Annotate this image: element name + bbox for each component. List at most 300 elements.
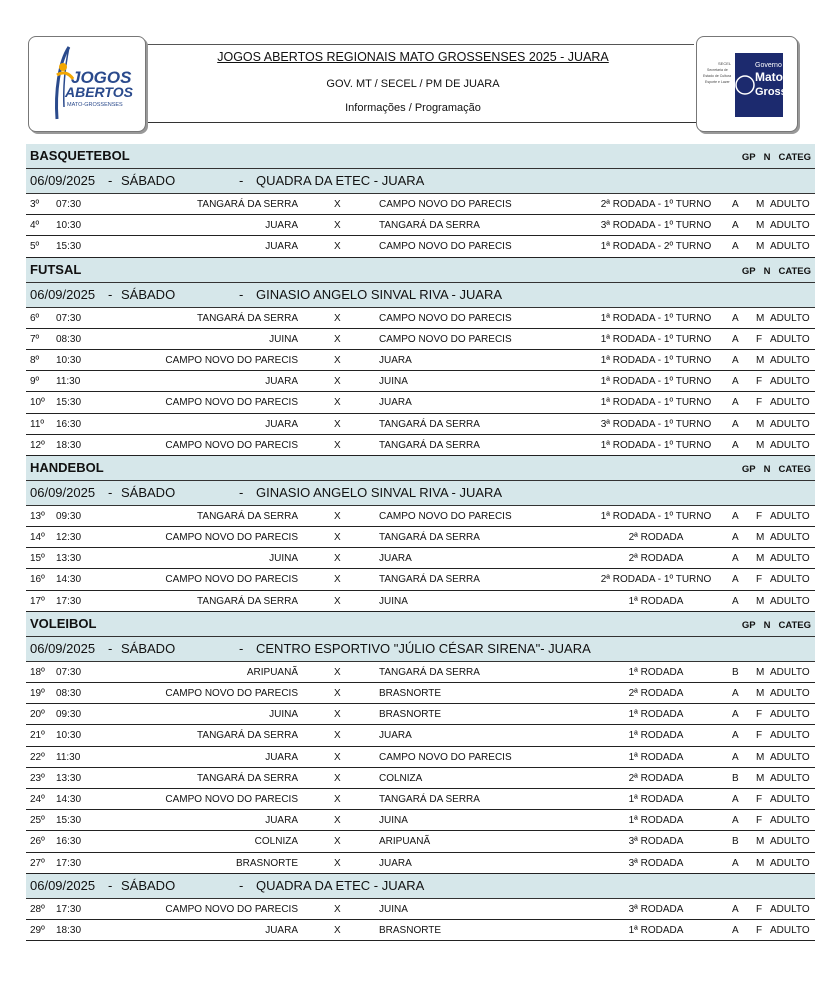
game-time: 18:30 (56, 439, 82, 451)
round: 1ª RODADA (628, 666, 684, 678)
versus: X (334, 730, 341, 742)
game-number: 11º (30, 418, 45, 430)
home-team: TANGARÁ DA SERRA (197, 312, 298, 324)
group: A (732, 730, 739, 742)
round: 3ª RODADA (628, 836, 684, 848)
game-number: 15º (30, 553, 45, 565)
versus: X (334, 666, 341, 678)
game-row (26, 548, 815, 569)
versus: X (334, 595, 341, 607)
date-separator: - (108, 877, 113, 893)
group: A (732, 397, 739, 409)
group: A (732, 903, 739, 915)
gender: M (756, 772, 765, 784)
away-team: CAMPO NOVO DO PARECIS (379, 333, 512, 345)
group: A (732, 220, 739, 232)
group: A (732, 376, 739, 388)
away-team: BRASNORTE (379, 688, 442, 699)
game-row (26, 329, 815, 350)
round: 1ª RODADA - 1º TURNO (600, 397, 712, 409)
category: ADULTO (770, 924, 810, 936)
category: ADULTO (770, 333, 810, 345)
round: 1ª RODADA (628, 815, 684, 827)
away-team: CAMPO NOVO DO PARECIS (379, 751, 512, 763)
away-team: BRASNORTE (379, 709, 442, 721)
home-team: JUARA (265, 241, 298, 253)
date-separator: - (108, 286, 113, 302)
game-time: 07:30 (56, 312, 82, 324)
sport-header (26, 258, 815, 283)
game-row (26, 308, 815, 329)
game-time: 15:30 (56, 815, 82, 827)
gender: M (756, 666, 765, 678)
gender: F (756, 730, 763, 742)
header-divider-bottom (46, 122, 784, 123)
game-number: 5º (30, 241, 40, 253)
versus: X (334, 241, 341, 253)
home-team: JUINA (269, 333, 298, 345)
game-row (26, 704, 815, 725)
category: ADULTO (770, 553, 810, 565)
versus: X (334, 333, 341, 345)
game-time: 18:30 (56, 924, 82, 936)
game-number: 29º (30, 924, 45, 936)
gender: M (756, 836, 765, 848)
category: ADULTO (770, 751, 810, 763)
game-row (26, 392, 815, 413)
group: A (732, 751, 739, 763)
round: 1ª RODADA - 1º TURNO (600, 376, 712, 388)
home-team: CAMPO NOVO DO PARECIS (165, 688, 298, 699)
away-team: TANGARÁ DA SERRA (379, 532, 480, 544)
game-number: 7º (30, 333, 40, 345)
schedule-table (26, 144, 815, 941)
sport-name: VOLEIBOL (30, 615, 97, 631)
home-team: CAMPO NOVO DO PARECIS (165, 397, 298, 409)
game-time: 16:30 (56, 836, 82, 848)
page-subtitle-info: Informações / Programação (345, 102, 481, 114)
home-team: TANGARÁ DA SERRA (197, 510, 298, 522)
game-time: 11:30 (56, 376, 81, 388)
gender: M (756, 553, 765, 565)
home-team: JUINA (269, 553, 298, 565)
game-number: 26º (30, 836, 45, 848)
category: ADULTO (770, 793, 810, 805)
group: A (732, 312, 739, 324)
gender: M (756, 857, 765, 869)
venue-separator: - (239, 484, 244, 500)
away-team: BRASNORTE (379, 924, 442, 936)
home-team: CAMPO NOVO DO PARECIS (165, 532, 298, 544)
gender: F (756, 510, 763, 522)
category: ADULTO (770, 688, 810, 699)
game-row (26, 350, 815, 371)
game-row (26, 527, 815, 548)
sport-name: FUTSAL (30, 261, 82, 277)
gender: M (756, 199, 765, 210)
game-row (26, 662, 815, 683)
home-team: CAMPO NOVO DO PARECIS (165, 903, 298, 915)
game-time: 15:30 (56, 397, 82, 409)
sport-columns (742, 266, 811, 277)
round: 1ª RODADA - 2º TURNO (600, 241, 712, 253)
game-time: 14:30 (56, 574, 82, 586)
group: A (732, 595, 739, 607)
home-team: TANGARÁ DA SERRA (197, 772, 298, 784)
round: 1ª RODADA (628, 709, 684, 721)
home-team: CAMPO NOVO DO PARECIS (165, 354, 298, 366)
venue: QUADRA DA ETEC - JUARA (256, 877, 425, 893)
sport-name: HANDEBOL (30, 459, 104, 475)
game-time: 14:30 (56, 793, 82, 805)
game-time: 17:30 (56, 903, 82, 915)
weekday: SÁBADO (121, 484, 176, 500)
column-gp: GP (741, 265, 756, 277)
gender: M (756, 418, 765, 430)
versus: X (334, 418, 341, 430)
category: ADULTO (770, 199, 810, 210)
venue: CENTRO ESPORTIVO "JÚLIO CÉSAR SIRENA"- JUARA (256, 640, 591, 656)
column-categ: CATEG (778, 265, 811, 277)
home-team: JUARA (265, 220, 298, 232)
game-time: 08:30 (56, 333, 82, 345)
away-team: JUINA (379, 815, 408, 827)
column-n: N (763, 152, 771, 163)
gender: F (756, 793, 763, 805)
game-row (26, 831, 815, 852)
game-row (26, 215, 815, 236)
home-team: JUINA (269, 709, 298, 721)
gender: F (756, 376, 763, 388)
group: A (732, 333, 739, 345)
logo-word-mato-grossenses: MATO-GROSSENSES (67, 102, 123, 108)
game-time: 08:30 (56, 688, 82, 699)
versus: X (334, 836, 341, 848)
round: 3ª RODADA - 1º TURNO (600, 418, 712, 430)
round: 3ª RODADA (628, 903, 684, 915)
versus: X (334, 924, 341, 936)
category: ADULTO (770, 772, 810, 784)
sport-header (26, 612, 815, 637)
category: ADULTO (770, 836, 810, 848)
game-row (26, 569, 815, 590)
date-separator: - (108, 173, 113, 188)
home-team: JUARA (265, 815, 298, 827)
group: A (732, 924, 739, 936)
logo-word-abertos: ABERTOS (65, 84, 133, 100)
away-team: JUINA (379, 903, 408, 915)
column-n: N (763, 265, 771, 277)
versus: X (334, 397, 341, 409)
game-number: 3º (30, 199, 40, 210)
away-team: TANGARÁ DA SERRA (379, 574, 480, 586)
away-team: ARIPUANÃ (379, 836, 431, 848)
away-team: COLNIZA (379, 772, 423, 784)
game-row (26, 747, 815, 768)
game-time: 10:30 (56, 220, 82, 232)
page-subtitle: GOV. MT / SECEL / PM DE JUARA (326, 78, 500, 90)
away-team: TANGARÁ DA SERRA (379, 439, 480, 451)
game-row (26, 506, 815, 527)
home-team: COLNIZA (254, 836, 298, 848)
category: ADULTO (770, 532, 810, 544)
date-separator: - (108, 640, 113, 656)
group: A (732, 354, 739, 366)
away-team: CAMPO NOVO DO PARECIS (379, 241, 512, 253)
versus: X (334, 220, 341, 232)
versus: X (334, 199, 341, 210)
group: A (732, 688, 739, 699)
away-team: JUARA (379, 730, 412, 742)
venue: GINASIO ANGELO SINVAL RIVA - JUARA (256, 484, 503, 500)
home-team: CAMPO NOVO DO PARECIS (165, 793, 298, 805)
sport-header (26, 456, 815, 481)
gender: M (756, 312, 765, 324)
home-team: JUARA (265, 751, 298, 763)
group: A (732, 793, 739, 805)
venue-separator: - (239, 173, 244, 188)
gender: M (756, 595, 765, 607)
home-team: CAMPO NOVO DO PARECIS (165, 574, 298, 586)
column-gp: GP (741, 463, 756, 475)
away-team: JUARA (379, 354, 412, 366)
game-number: 24º (30, 793, 45, 805)
group: B (732, 666, 739, 678)
home-team: JUARA (265, 376, 298, 388)
group: A (732, 510, 739, 522)
away-team: CAMPO NOVO DO PARECIS (379, 199, 512, 210)
round: 1ª RODADA - 1º TURNO (600, 333, 712, 345)
game-number: 16º (30, 574, 45, 586)
versus: X (334, 510, 341, 522)
date: 06/09/2025 (30, 484, 96, 500)
secel-logo-text: SECEL (718, 61, 732, 66)
weekday: SÁBADO (121, 640, 176, 656)
category: ADULTO (770, 418, 810, 430)
category: ADULTO (770, 376, 810, 388)
category: ADULTO (770, 857, 810, 869)
sport-columns (742, 464, 811, 475)
game-row (26, 853, 815, 874)
column-categ: CATEG (778, 463, 811, 475)
game-row (26, 435, 815, 456)
mato-text: Mato (755, 70, 783, 84)
gender: F (756, 924, 763, 936)
gender: F (756, 397, 763, 409)
gender: M (756, 532, 765, 544)
game-row (26, 683, 815, 704)
game-time: 17:30 (56, 595, 82, 607)
date: 06/09/2025 (30, 877, 96, 893)
round: 1ª RODADA - 1º TURNO (600, 312, 712, 324)
game-time: 10:30 (56, 730, 82, 742)
day-venue-header (26, 874, 815, 899)
game-time: 07:30 (56, 199, 82, 210)
round: 2ª RODADA - 1º TURNO (600, 574, 712, 586)
venue: QUADRA DA ETEC - JUARA (256, 173, 425, 188)
round: 1ª RODADA - 1º TURNO (600, 354, 712, 366)
versus: X (334, 376, 341, 388)
governo-de-text: Governo de (755, 62, 792, 69)
away-team: CAMPO NOVO DO PARECIS (379, 312, 512, 324)
game-time: 11:30 (56, 751, 81, 763)
venue-separator: - (239, 286, 244, 302)
game-time: 15:30 (56, 241, 82, 253)
game-number: 20º (30, 709, 45, 721)
header-divider-top (146, 44, 694, 45)
jogos-abertos-logo-graphic (29, 37, 145, 131)
game-row (26, 789, 815, 810)
category: ADULTO (770, 903, 810, 915)
game-time: 10:30 (56, 354, 82, 366)
sport-columns (742, 620, 811, 631)
gender: M (756, 688, 765, 699)
group: A (732, 241, 739, 253)
group: A (732, 553, 739, 565)
game-number: 23º (30, 772, 45, 784)
category: ADULTO (770, 312, 810, 324)
versus: X (334, 793, 341, 805)
game-row (26, 810, 815, 831)
game-row (26, 371, 815, 392)
versus: X (334, 815, 341, 827)
date-separator: - (108, 484, 113, 500)
versus: X (334, 312, 341, 324)
away-team: CAMPO NOVO DO PARECIS (379, 510, 512, 522)
versus: X (334, 709, 341, 721)
game-time: 12:30 (56, 532, 82, 544)
category: ADULTO (770, 730, 810, 742)
column-gp: GP (741, 619, 756, 631)
category: ADULTO (770, 709, 810, 721)
secel-line-1: Secretaria de (707, 68, 728, 72)
category: ADULTO (770, 666, 810, 678)
game-number: 18º (30, 666, 45, 678)
game-number: 28º (30, 903, 45, 915)
sport-columns (742, 152, 811, 163)
group: A (732, 199, 739, 210)
game-row (26, 899, 815, 920)
sport-name: BASQUETEBOL (30, 148, 130, 163)
game-row (26, 920, 815, 941)
game-row (26, 236, 815, 257)
versus: X (334, 553, 341, 565)
gender: M (756, 241, 765, 253)
weekday: SÁBADO (121, 173, 176, 188)
game-time: 16:30 (56, 418, 82, 430)
round: 1ª RODADA - 1º TURNO (600, 510, 712, 522)
round: 1ª RODADA (628, 924, 684, 936)
round: 2ª RODADA (628, 688, 684, 699)
home-team: ARIPUANÃ (246, 666, 298, 678)
game-row (26, 591, 815, 612)
game-number: 13º (30, 510, 45, 522)
venue: GINASIO ANGELO SINVAL RIVA - JUARA (256, 286, 503, 302)
game-time: 09:30 (56, 510, 82, 522)
round: 2ª RODADA (628, 532, 684, 544)
venue-separator: - (239, 877, 244, 893)
game-row (26, 725, 815, 746)
home-team: TANGARÁ DA SERRA (197, 199, 298, 210)
column-n: N (763, 463, 771, 475)
category: ADULTO (770, 574, 810, 586)
round: 3ª RODADA (628, 857, 684, 869)
versus: X (334, 532, 341, 544)
game-number: 8º (30, 354, 40, 366)
day-venue-header (26, 481, 815, 506)
column-n: N (763, 619, 771, 631)
game-number: 25º (30, 815, 45, 827)
away-team: TANGARÁ DA SERRA (379, 793, 480, 805)
game-number: 21º (30, 730, 45, 742)
date: 06/09/2025 (30, 640, 96, 656)
category: ADULTO (770, 220, 810, 232)
category: ADULTO (770, 815, 810, 827)
game-number: 14º (30, 532, 45, 544)
day-venue-header (26, 169, 815, 194)
category: ADULTO (770, 354, 810, 366)
column-categ: CATEG (778, 152, 811, 163)
venue-separator: - (239, 640, 244, 656)
away-team: TANGARÁ DA SERRA (379, 220, 480, 232)
round: 1ª RODADA (628, 751, 684, 763)
versus: X (334, 772, 341, 784)
game-number: 10º (30, 397, 45, 409)
away-team: TANGARÁ DA SERRA (379, 418, 480, 430)
game-number: 19º (30, 688, 45, 699)
round: 1ª RODADA (628, 730, 684, 742)
group: A (732, 709, 739, 721)
day-venue-header (26, 637, 815, 662)
game-number: 6º (30, 312, 40, 324)
gender: F (756, 333, 763, 345)
gender: M (756, 439, 765, 451)
round: 2ª RODADA (628, 772, 684, 784)
game-number: 9º (30, 376, 40, 388)
group: A (732, 815, 739, 827)
away-team: TANGARÁ DA SERRA (379, 666, 480, 678)
versus: X (334, 751, 341, 763)
group: A (732, 857, 739, 869)
away-team: JUARA (379, 553, 412, 565)
page-title: JOGOS ABERTOS REGIONAIS MATO GROSSENSES 2025 - JUARA (217, 50, 609, 64)
date: 06/09/2025 (30, 286, 96, 302)
versus: X (334, 688, 341, 699)
away-team: JUARA (379, 857, 412, 869)
gender: F (756, 709, 763, 721)
gender: M (756, 220, 765, 232)
game-time: 17:30 (56, 857, 82, 869)
category: ADULTO (770, 397, 810, 409)
home-team: TANGARÁ DA SERRA (197, 730, 298, 742)
game-row (26, 194, 815, 215)
game-row (26, 768, 815, 789)
grosso-text: Grosso (755, 86, 794, 98)
secel-line-3: Esporte e Lazer (705, 80, 730, 84)
gender: F (756, 903, 763, 915)
versus: X (334, 857, 341, 869)
game-time: 09:30 (56, 709, 82, 721)
versus: X (334, 574, 341, 586)
round: 1ª RODADA (628, 793, 684, 805)
column-gp: GP (741, 152, 756, 163)
away-team: JUINA (379, 376, 408, 388)
round: 1ª RODADA - 1º TURNO (600, 439, 712, 451)
round: 3ª RODADA - 1º TURNO (600, 220, 712, 232)
versus: X (334, 439, 341, 451)
weekday: SÁBADO (121, 877, 176, 893)
game-time: 13:30 (56, 553, 82, 565)
